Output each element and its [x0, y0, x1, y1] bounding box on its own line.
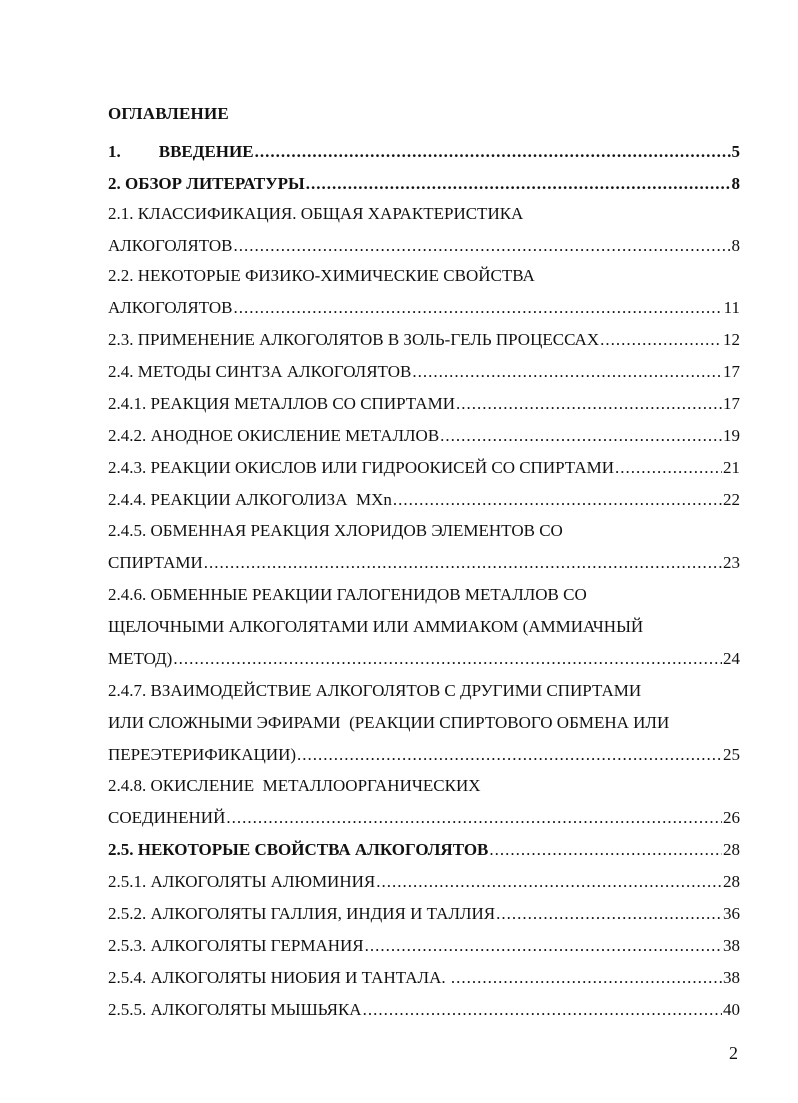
toc-entry-label: ВВЕДЕНИЕ: [158, 142, 254, 161]
toc-entry-label: 2.5. НЕКОТОРЫЕ СВОЙСТВА АЛКОГОЛЯТОВ: [108, 840, 489, 859]
leader-dots: [204, 551, 722, 575]
toc-entry-2-4-7-line1[interactable]: 2.4.7. ВЗАИМОДЕЙСТВИЕ АЛКОГОЛЯТОВ С ДРУГИМИ СПИРТАМИ: [108, 681, 642, 700]
toc-entry-label: ПЕРЕЭТЕРИФИКАЦИИ): [108, 745, 297, 764]
toc-page-number: 17: [723, 394, 740, 413]
toc-entry-2-4-5[interactable]: [108, 551, 740, 575]
toc-entry-literature-review[interactable]: [108, 172, 740, 196]
leader-dots: [226, 806, 722, 830]
toc-page-number: 19: [723, 426, 740, 445]
toc-entry-label: 2.5.2. АЛКОГОЛЯТЫ ГАЛЛИЯ, ИНДИЯ И ТАЛЛИЯ: [108, 904, 496, 923]
toc-page-number: 28: [723, 840, 740, 859]
toc-entry-label: АЛКОГОЛЯТОВ: [108, 298, 233, 317]
toc-page-number: 12: [723, 330, 740, 349]
leader-dots: [173, 647, 722, 671]
toc-entry-label: 2.5.1. АЛКОГОЛЯТЫ АЛЮМИНИЯ: [108, 872, 376, 891]
toc-entry-2-4-2[interactable]: [108, 424, 740, 448]
toc-entry-label: СОЕДИНЕНИЙ: [108, 808, 226, 827]
toc-entry-2-4-4[interactable]: [108, 488, 740, 512]
toc-page-number: 25: [723, 745, 740, 764]
leader-dots: [615, 456, 722, 480]
toc-entry-label: СПИРТАМИ: [108, 553, 203, 572]
leader-dots: [489, 838, 722, 862]
toc-entry-2-4[interactable]: [108, 360, 740, 384]
toc-entry-label: 2.4.2. АНОДНОЕ ОКИСЛЕНИЕ МЕТАЛЛОВ: [108, 426, 440, 445]
toc-entry-label: 2.4.4. РЕАКЦИИ АЛКОГОЛИЗА MXn: [108, 490, 392, 509]
toc-page-number: 11: [723, 298, 740, 317]
leader-dots: [233, 296, 722, 320]
toc-page-number: 8: [731, 174, 740, 193]
leader-dots: [600, 328, 722, 352]
toc-entry-2-5-4[interactable]: [108, 966, 740, 990]
toc-entry-2-1-line1[interactable]: 2.1. КЛАССИФИКАЦИЯ. ОБЩАЯ ХАРАКТЕРИСТИКА: [108, 204, 524, 223]
toc-entry-2-5-1[interactable]: [108, 870, 740, 894]
toc-entry-2-4-7[interactable]: [108, 743, 740, 767]
toc-entry-label: 2.4. МЕТОДЫ СИНТЗА АЛКОГОЛЯТОВ: [108, 362, 412, 381]
leader-dots: [363, 998, 722, 1022]
toc-page-number: 38: [723, 968, 740, 987]
leader-dots: [412, 360, 722, 384]
leader-dots: [297, 743, 722, 767]
leader-dots: [365, 934, 722, 958]
toc-entry-2-1[interactable]: [108, 234, 740, 258]
page-number: 2: [729, 1043, 738, 1063]
toc-page-number: 40: [723, 1000, 740, 1019]
toc-page-number: 36: [723, 904, 740, 923]
toc-entry-label: 2.5.4. АЛКОГОЛЯТЫ НИОБИЯ И ТАНТАЛА.: [108, 968, 450, 987]
leader-dots: [306, 172, 731, 196]
toc-entry-2-5-3[interactable]: [108, 934, 740, 958]
toc-entry-2-3[interactable]: [108, 328, 740, 352]
toc-entry-2-4-1[interactable]: [108, 392, 740, 416]
toc-entry-label: 2. ОБЗОР ЛИТЕРАТУРЫ: [108, 174, 305, 193]
toc-page-number: 5: [731, 142, 740, 161]
toc-entry-label: 2.5.5. АЛКОГОЛЯТЫ МЫШЬЯКА: [108, 1000, 362, 1019]
toc-entry-2-4-7-line2[interactable]: ИЛИ СЛОЖНЫМИ ЭФИРАМИ (РЕАКЦИИ СПИРТОВОГО ОБМЕНА ИЛИ: [108, 713, 670, 732]
toc-entry-introduction[interactable]: [108, 140, 740, 164]
toc-entry-2-4-6-line2[interactable]: ЩЕЛОЧНЫМИ АЛКОГОЛЯТАМИ ИЛИ АММИАКОМ (АММИАЧНЫЙ: [108, 617, 644, 636]
leader-dots: [376, 870, 722, 894]
toc-entry-label: МЕТОД): [108, 649, 173, 668]
toc-page-number: 8: [731, 236, 740, 255]
toc-entry-2-5[interactable]: [108, 838, 740, 862]
toc-entry-number: 1.: [108, 142, 121, 161]
toc-entry-2-4-3[interactable]: [108, 456, 740, 480]
toc-entry-2-5-5[interactable]: [108, 998, 740, 1022]
leader-dots: [393, 488, 722, 512]
toc-entry-2-4-8[interactable]: [108, 806, 740, 830]
leader-dots: [233, 234, 730, 258]
leader-dots: [255, 140, 731, 164]
toc-page-number: 26: [723, 808, 740, 827]
toc-heading: ОГЛАВЛЕНИЕ: [108, 104, 229, 123]
toc-entry-2-2[interactable]: [108, 296, 740, 320]
toc-entry-label: АЛКОГОЛЯТОВ: [108, 236, 233, 255]
toc-page-number: 23: [723, 553, 740, 572]
toc-entry-label: 2.4.3. РЕАКЦИИ ОКИСЛОВ ИЛИ ГИДРООКИСЕЙ СО СПИРТАМИ: [108, 458, 614, 477]
toc-page-number: 24: [723, 649, 740, 668]
leader-dots: [496, 902, 722, 926]
toc-page-number: 22: [723, 490, 740, 509]
toc-entry-2-4-6[interactable]: [108, 647, 740, 671]
leader-dots: [440, 424, 722, 448]
toc-entry-2-5-2[interactable]: [108, 902, 740, 926]
toc-entry-2-4-8-line1[interactable]: 2.4.8. ОКИСЛЕНИЕ МЕТАЛЛООРГАНИЧЕСКИХ: [108, 776, 481, 795]
leader-dots: [456, 392, 722, 416]
leader-dots: [451, 966, 722, 990]
toc-entry-2-2-line1[interactable]: 2.2. НЕКОТОРЫЕ ФИЗИКО-ХИМИЧЕСКИЕ СВОЙСТВА: [108, 266, 535, 285]
toc-page-number: 28: [723, 872, 740, 891]
toc-page-number: 21: [723, 458, 740, 477]
toc-entry-label: 2.3. ПРИМЕНЕНИЕ АЛКОГОЛЯТОВ В ЗОЛЬ-ГЕЛЬ ПРОЦЕССАХ: [108, 330, 600, 349]
toc-entry-2-4-5-line1[interactable]: 2.4.5. ОБМЕННАЯ РЕАКЦИЯ ХЛОРИДОВ ЭЛЕМЕНТОВ СО: [108, 521, 563, 540]
toc-entry-2-4-6-line1[interactable]: 2.4.6. ОБМЕННЫЕ РЕАКЦИИ ГАЛОГЕНИДОВ МЕТАЛЛОВ СО: [108, 585, 587, 604]
toc-entry-label: 2.4.1. РЕАКЦИЯ МЕТАЛЛОВ СО СПИРТАМИ: [108, 394, 455, 413]
toc-page-number: 38: [723, 936, 740, 955]
toc-entry-label: 2.5.3. АЛКОГОЛЯТЫ ГЕРМАНИЯ: [108, 936, 364, 955]
toc-page-number: 17: [723, 362, 740, 381]
